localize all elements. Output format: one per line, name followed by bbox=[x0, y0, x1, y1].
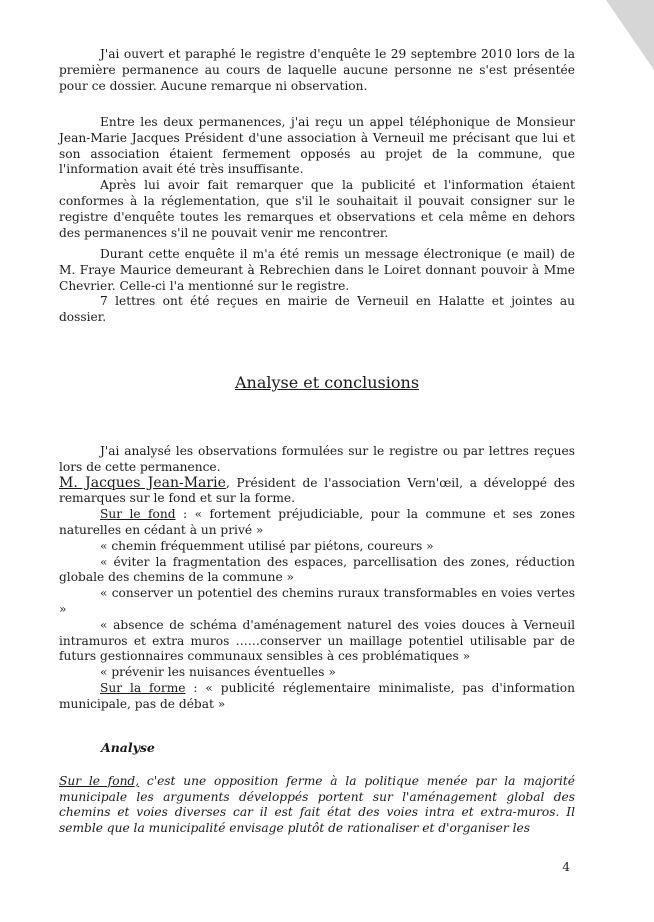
paragraph-letters: 7 lettres ont été reçues en mairie de Verneuil en Halatte et jointes au dossier. bbox=[59, 294, 575, 325]
email-section bbox=[59, 247, 575, 326]
quote-1: « chemin fréquemment utilisé par piétons, coureurs » bbox=[100, 538, 434, 553]
paragraph-fond bbox=[59, 507, 575, 539]
quote-5: « prévenir les nuisances éventuelles » bbox=[100, 665, 336, 680]
paragraph-jacques-text: , Président de l'association Vern'œil, a développé des remarques sur le fond et sur la forme. bbox=[59, 475, 575, 506]
quote-3: « conserver un potentiel des chemins ruraux transformables en voies vertes » bbox=[59, 586, 575, 616]
section-heading: Analyse et conclusions bbox=[234, 373, 420, 392]
paragraph-first-permanence: J'ai ouvert et paraphé le registre d'enquête le 29 septembre 2010 lors de la première permanence au cours de laquelle aucune personne ne s'est présentée pour ce dossier. Aucune remarque ni observation. bbox=[59, 47, 575, 93]
phone-call-section bbox=[59, 115, 575, 241]
fond-label: Sur le fond bbox=[100, 507, 176, 522]
analysis-section bbox=[59, 444, 575, 713]
intro-section bbox=[59, 47, 575, 94]
analyse-title: Analyse bbox=[101, 740, 155, 755]
person-name: M. Jacques Jean-Marie bbox=[59, 474, 226, 491]
quote-2: « éviter la fragmentation des espaces, parcellisation des zones, réduction globale des chemins de la commune » bbox=[59, 554, 575, 585]
paragraph-forme bbox=[59, 681, 575, 713]
paragraph-analysis-intro: J'ai analysé les observations formulées sur le registre ou par lettres reçues lors de cette permanence. bbox=[59, 444, 575, 474]
fond-text: : « fortement préjudiciable, pour la commune et ses zones naturelles en cédant à un privé » bbox=[59, 507, 575, 537]
paragraph-reply: Après lui avoir fait remarquer que la publicité et l'information étaient conformes à la réglementation, que s'il le souhaitait il pouvait consigner sur le registre d'enquête toutes les remarques et observations et cela même en dehors des permanences s'il ne pouvait venir me rencontrer. bbox=[59, 178, 575, 240]
analyse-fond-text: c'est une opposition ferme à la politique menée par la majorité municipale les arguments développés portent sur l'aménagement global des chemins et voies diverses car il est fait état des voies intra et extra-muros. Il semble que la municipalité envisage plutôt de rationaliser et d'organiser les bbox=[59, 773, 575, 836]
page-number: 4 bbox=[562, 860, 570, 874]
paragraph-phone-call: Entre les deux permanences, j'ai reçu un appel téléphonique de Monsieur Jean-Marie Jacques Président d'une association à Verneuil me précisant que lui et son association étaient fermement opposés au projet de la commune, que l'information avait été très insuffisante. bbox=[59, 115, 575, 177]
paragraph-jacques bbox=[59, 476, 575, 508]
quote-4: « absence de schéma d'aménagement naturel des voies douces à Verneuil intramuros et extra muros ……conserver un maillage potentiel utilisable par de futurs gestionnaires communaux sensibles à ces problématiques » bbox=[59, 617, 575, 664]
forme-text: : « publicité réglementaire minimaliste, pas d'information municipale, pas de débat » bbox=[59, 680, 575, 711]
analyse-fond-label: Sur le fond, bbox=[59, 773, 140, 788]
paragraph-analyse-fond bbox=[59, 774, 575, 837]
folded-corner bbox=[606, 0, 654, 70]
paragraph-email: Durant cette enquête il m'a été remis un message électronique (e mail) de M. Fraye Maurice demeurant à Rebrechien dans le Loiret donnant pouvoir à Mme Chevrier. Celle-ci l'a mentionné sur le registre. bbox=[59, 247, 575, 293]
analyse-subsection bbox=[59, 740, 575, 837]
forme-label: Sur la forme bbox=[100, 680, 186, 695]
